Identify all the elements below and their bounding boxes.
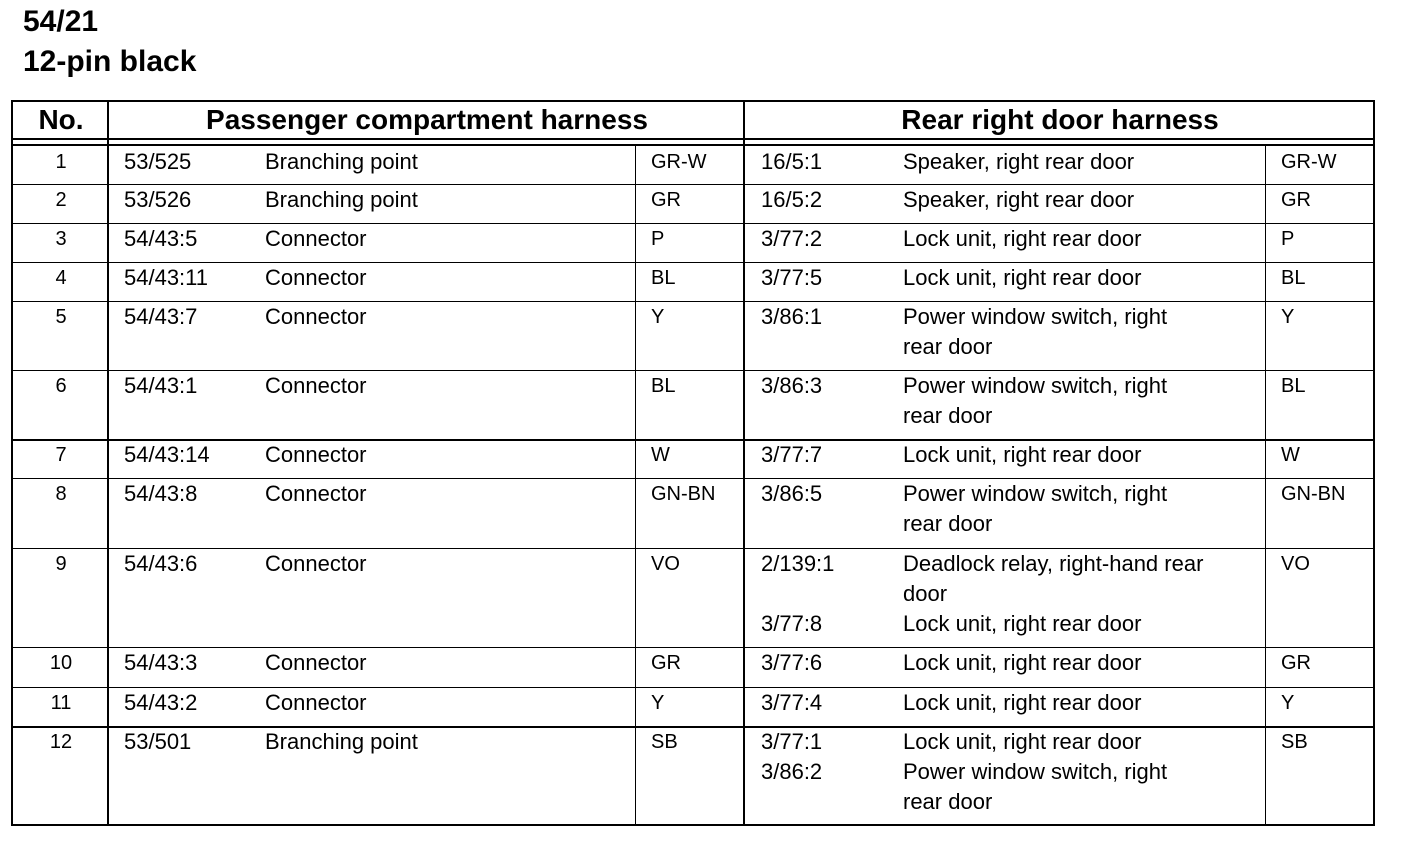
passenger-harness-wire-color: Y: [651, 692, 665, 714]
rear-door-harness-wire-color: BL: [1281, 267, 1306, 289]
header-rule-bottom: [13, 144, 1373, 146]
header-rule-top: [13, 138, 1373, 140]
row-divider: [13, 370, 1373, 371]
passenger-harness-code: 53/525: [124, 149, 192, 174]
pin-number: 9: [55, 553, 67, 575]
passenger-harness-code: 54/43:3: [124, 650, 198, 675]
pinout-table: [11, 100, 1375, 826]
rear-door-harness-wire-color: Y: [1281, 306, 1295, 328]
pin-number: 5: [55, 306, 67, 328]
divider-harness: [743, 102, 745, 824]
row-divider: [13, 301, 1373, 302]
rear-door-harness-description: Lock unit, right rear door: [903, 265, 1142, 290]
rear-door-harness-code: 3/86:3: [761, 373, 823, 398]
rear-door-harness-code: 2/139:1 3/77:8: [761, 551, 835, 636]
passenger-harness-description: Connector: [265, 304, 367, 329]
passenger-harness-description: Connector: [265, 690, 367, 715]
passenger-harness-description: Connector: [265, 373, 367, 398]
rear-door-harness-code: 16/5:2: [761, 187, 823, 212]
connector-title: [23, 2, 196, 82]
passenger-harness-wire-color: Y: [651, 306, 665, 328]
row-divider: [13, 647, 1373, 648]
rear-door-harness-description: Speaker, right rear door: [903, 149, 1135, 174]
passenger-harness-code: 54/43:11: [124, 265, 209, 290]
row-divider: [13, 439, 1373, 441]
passenger-harness-description: Branching point: [265, 187, 418, 212]
row-divider: [13, 223, 1373, 224]
row-divider: [13, 687, 1373, 688]
header-no: No.: [38, 104, 84, 135]
passenger-harness-description: Connector: [265, 650, 367, 675]
passenger-harness-description: Connector: [265, 551, 367, 576]
pin-number: 2: [55, 189, 67, 211]
pin-number: 3: [55, 228, 67, 250]
passenger-harness-wire-color: BL: [651, 267, 676, 289]
pin-number: 11: [50, 692, 72, 714]
rear-door-harness-wire-color: GR: [1281, 652, 1311, 674]
rear-door-harness-wire-color: Y: [1281, 692, 1295, 714]
rear-door-harness-code: 3/77:1 3/86:2: [761, 729, 823, 784]
rear-door-harness-wire-color: SB: [1281, 731, 1308, 753]
divider-left-color: [635, 144, 636, 824]
connector-description: 12-pin black: [23, 45, 197, 78]
row-divider: [13, 184, 1373, 185]
pin-number: 8: [55, 483, 67, 505]
rear-door-harness-code: 3/77:2: [761, 226, 823, 251]
rear-door-harness-code: 3/86:1: [761, 304, 823, 329]
rear-door-harness-code: 3/77:6: [761, 650, 823, 675]
row-divider: [13, 726, 1373, 728]
rear-door-harness-code: 16/5:1: [761, 149, 823, 174]
rear-door-harness-code: 3/77:4: [761, 690, 823, 715]
passenger-harness-wire-color: GR-W: [651, 151, 707, 173]
rear-door-harness-code: 3/86:5: [761, 481, 823, 506]
passenger-harness-code: 54/43:6: [124, 551, 198, 576]
rear-door-harness-description: Lock unit, right rear door: [903, 442, 1142, 467]
passenger-harness-wire-color: P: [651, 228, 665, 250]
rear-door-harness-wire-color: GN-BN: [1281, 483, 1346, 505]
rear-door-harness-description: Power window switch, right rear door: [903, 481, 1168, 536]
pin-number: 6: [55, 375, 67, 397]
rear-door-harness-wire-color: W: [1281, 444, 1300, 466]
passenger-harness-wire-color: GR: [651, 652, 681, 674]
rear-door-harness-description: Speaker, right rear door: [903, 187, 1135, 212]
header-rear-door-harness: Rear right door harness: [901, 104, 1219, 135]
passenger-harness-wire-color: SB: [651, 731, 678, 753]
rear-door-harness-description: Deadlock relay, right-hand rear door Lock unit, right rear door: [903, 551, 1204, 636]
passenger-harness-description: Branching point: [265, 729, 418, 754]
rear-door-harness-description: Lock unit, right rear door: [903, 690, 1142, 715]
rear-door-harness-description: Lock unit, right rear door Power window switch, right rear door: [903, 729, 1168, 814]
passenger-harness-description: Connector: [265, 265, 367, 290]
passenger-harness-code: 54/43:1: [124, 373, 198, 398]
pin-number: 10: [49, 652, 73, 674]
passenger-harness-wire-color: BL: [651, 375, 676, 397]
passenger-harness-description: Connector: [265, 481, 367, 506]
passenger-harness-code: 53/526: [124, 187, 192, 212]
passenger-harness-description: Connector: [265, 226, 367, 251]
rear-door-harness-wire-color: BL: [1281, 375, 1306, 397]
pin-number: 4: [55, 267, 67, 289]
divider-right-color: [1265, 144, 1266, 824]
passenger-harness-wire-color: GR: [651, 189, 681, 211]
passenger-harness-description: Connector: [265, 442, 367, 467]
rear-door-harness-description: Power window switch, right rear door: [903, 373, 1168, 428]
header-passenger-harness: Passenger compartment harness: [206, 104, 648, 135]
passenger-harness-wire-color: GN-BN: [651, 483, 716, 505]
pin-number: 1: [55, 151, 67, 173]
row-divider: [13, 262, 1373, 263]
rear-door-harness-code: 3/77:7: [761, 442, 823, 467]
rear-door-harness-wire-color: GR: [1281, 189, 1311, 211]
passenger-harness-code: 54/43:5: [124, 226, 198, 251]
passenger-harness-code: 54/43:14: [124, 442, 210, 467]
passenger-harness-code: 54/43:7: [124, 304, 198, 329]
passenger-harness-wire-color: VO: [651, 553, 680, 575]
connector-id: 54/21: [23, 5, 99, 38]
rear-door-harness-description: Lock unit, right rear door: [903, 226, 1142, 251]
rear-door-harness-wire-color: GR-W: [1281, 151, 1337, 173]
passenger-harness-code: 53/501: [124, 729, 192, 754]
passenger-harness-description: Branching point: [265, 149, 418, 174]
rear-door-harness-description: Lock unit, right rear door: [903, 650, 1142, 675]
passenger-harness-wire-color: W: [651, 444, 670, 466]
rear-door-harness-code: 3/77:5: [761, 265, 823, 290]
rear-door-harness-description: Power window switch, right rear door: [903, 304, 1168, 359]
rear-door-harness-wire-color: VO: [1281, 553, 1310, 575]
passenger-harness-code: 54/43:8: [124, 481, 198, 506]
passenger-harness-code: 54/43:2: [124, 690, 198, 715]
pin-number: 12: [49, 731, 73, 753]
pin-number: 7: [55, 444, 67, 466]
rear-door-harness-wire-color: P: [1281, 228, 1295, 250]
